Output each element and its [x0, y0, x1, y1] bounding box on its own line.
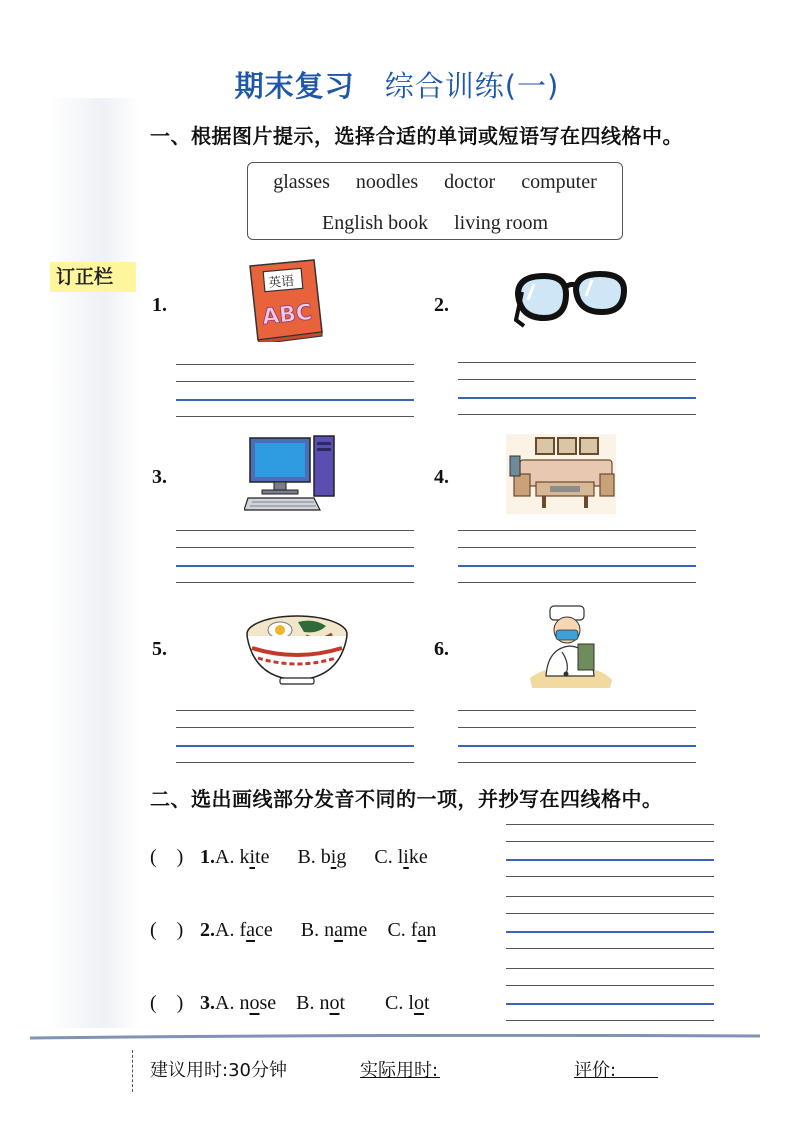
mc-question-1: [150, 840, 446, 869]
english-book-icon: [240, 258, 324, 342]
item-1-number: 1.: [152, 294, 167, 316]
correction-label: 订正栏: [50, 262, 136, 292]
item-4-writing-lines[interactable]: [458, 530, 696, 584]
answer-paren[interactable]: ( ): [150, 992, 184, 1014]
item-5-number: 5.: [152, 638, 167, 660]
answer-paren[interactable]: ( ): [150, 919, 184, 941]
mc-question-2: [150, 913, 454, 942]
question-number: 3.: [200, 992, 215, 1014]
item-5-writing-lines[interactable]: [176, 710, 414, 764]
question-number: 1.: [200, 846, 215, 868]
question-number: 2.: [200, 919, 215, 941]
doctor-icon: [526, 600, 614, 690]
item-2-number: 2.: [434, 294, 449, 316]
evaluation-blank[interactable]: [574, 1056, 658, 1078]
title-sub: 综合训练(一): [384, 69, 560, 103]
word-computer: computer: [521, 171, 597, 193]
living-room-icon: [506, 434, 616, 514]
item-2-writing-lines[interactable]: [458, 362, 696, 416]
word-bank-row-2: [248, 212, 622, 235]
word-glasses: glasses: [273, 171, 330, 193]
computer-icon: [244, 434, 340, 514]
word-english-book: English book: [321, 212, 429, 234]
option-c: C. fan: [387, 919, 437, 941]
option-a: A. nose: [215, 992, 277, 1014]
item-6-writing-lines[interactable]: [458, 710, 696, 764]
correction-column: [48, 98, 140, 1028]
footer-divider: [30, 1034, 760, 1040]
word-bank-row-1: [248, 171, 622, 194]
item-6-number: 6.: [434, 638, 449, 660]
footer-dashed-separator: [132, 1050, 133, 1092]
option-b: B. big: [297, 846, 347, 868]
option-c: C. lot: [385, 992, 430, 1014]
section2-heading: 二、选出画线部分发音不同的一项，并抄写在四线格中。: [150, 787, 663, 811]
item-1-writing-lines[interactable]: [176, 364, 414, 418]
word-bank: [247, 162, 623, 240]
section1-heading: 一、根据图片提示，选择合适的单词或短语写在四线格中。: [150, 124, 683, 148]
item-3-number: 3.: [152, 466, 167, 488]
option-b: B. name: [300, 919, 368, 941]
item-3-writing-lines[interactable]: [176, 530, 414, 584]
option-c: C. like: [374, 846, 428, 868]
word-living-room: living room: [454, 212, 548, 234]
word-doctor: doctor: [444, 171, 496, 193]
book-cover-title: 英语: [267, 274, 295, 292]
mc-3-writing-lines[interactable]: [506, 968, 714, 1022]
option-b: B. not: [296, 992, 346, 1014]
word-noodles: noodles: [355, 171, 419, 193]
title-main: 期末复习: [234, 69, 355, 103]
book-cover-letters: ABC: [260, 300, 314, 331]
noodles-bowl-icon: [244, 612, 350, 686]
actual-time-blank[interactable]: [360, 1056, 440, 1078]
option-a: A. kite: [215, 846, 270, 868]
glasses-icon: [514, 268, 630, 332]
mc-question-3: [150, 986, 448, 1015]
mc-2-writing-lines[interactable]: [506, 896, 714, 950]
option-a: A. face: [215, 919, 273, 941]
item-4-number: 4.: [434, 466, 449, 488]
mc-1-writing-lines[interactable]: [506, 824, 714, 878]
suggested-time: 建议用时:30分钟: [150, 1060, 287, 1081]
answer-paren[interactable]: ( ): [150, 846, 184, 868]
